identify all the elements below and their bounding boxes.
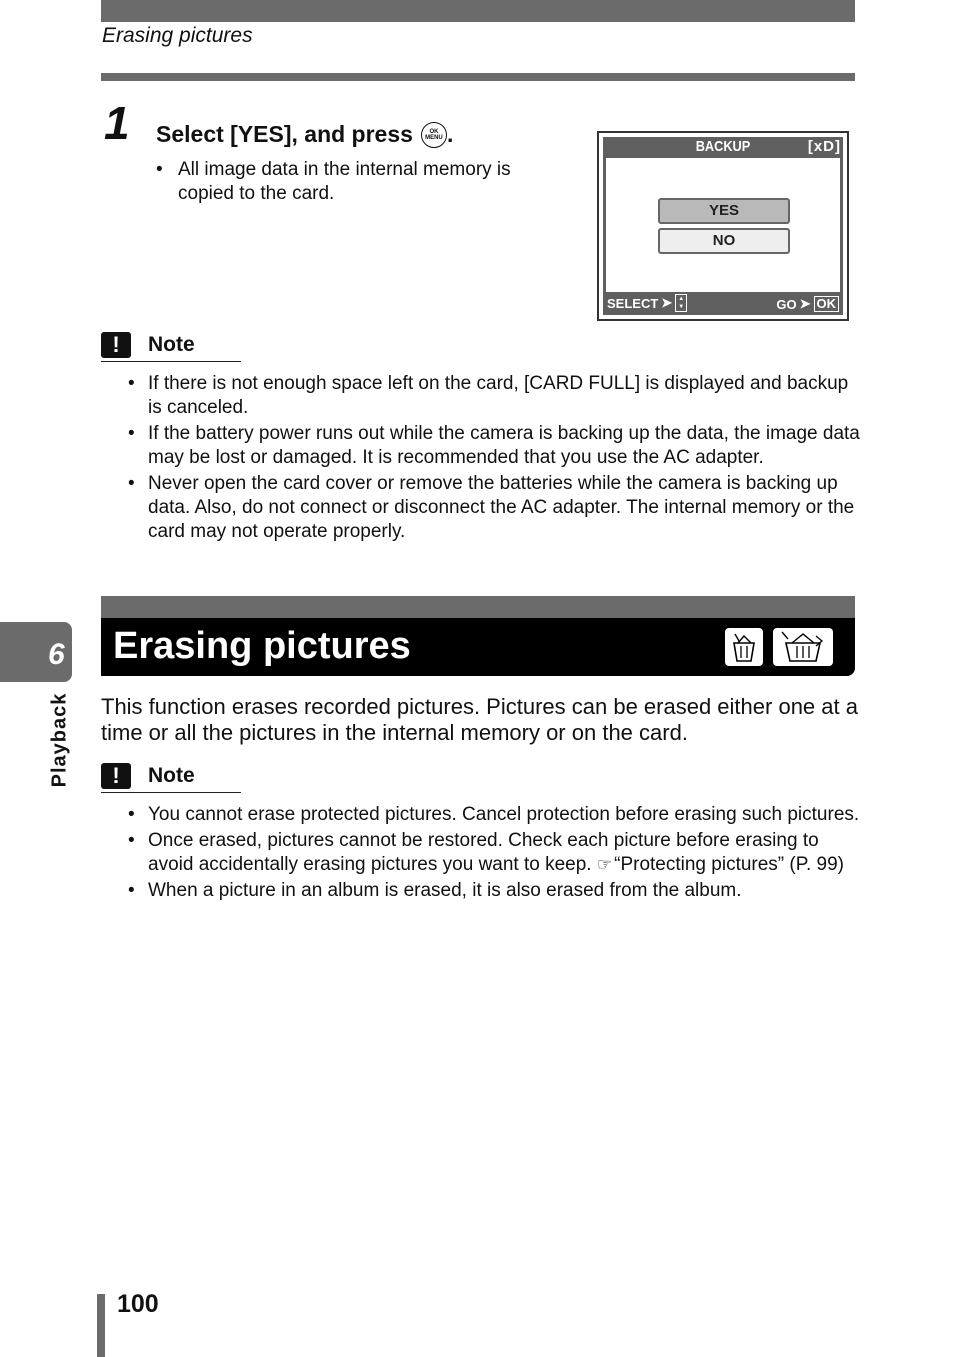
chapter-number: 6: [48, 638, 65, 671]
select-label: SELECT: [607, 295, 659, 311]
note-list: [101, 372, 861, 544]
up-down-arrow-icon: ▲ ▼: [675, 294, 687, 312]
chapter-label: Playback: [48, 692, 71, 788]
step-heading-end: .: [446, 121, 454, 147]
camera-screen-display: [603, 137, 843, 315]
step-heading-text: Select [YES], and press: [156, 121, 413, 147]
note-heading: [101, 763, 241, 793]
note-block-2: [101, 763, 861, 905]
xd-card-icon: [xD]: [807, 138, 841, 155]
list-item: • If the battery power runs out while the camera is backing up the data, the image data may be lost or damaged. It is recommended that you use the AC adapter.: [101, 422, 861, 470]
list-item: • Never open the card cover or remove the batteries while the camera is backing up data. Also, do not connect or disconnect the AC adapter. The internal memory or the card may not operate properly.: [101, 472, 861, 544]
step-heading: [156, 121, 453, 148]
section-intro: This function erases recorded pictures. Pictures can be erased either one at a time or all the pictures in the internal memory or on the card.: [101, 694, 858, 745]
erase-all-icon: [773, 628, 833, 666]
trash-all-icon: [776, 630, 830, 664]
header-top-bar: [101, 0, 855, 22]
note-label: Note: [148, 764, 195, 787]
note-list: [101, 803, 861, 903]
arrow-right-icon: ➤: [799, 296, 811, 311]
arrow-right-icon: ➤: [661, 295, 673, 310]
ok-menu-button-icon: [421, 122, 447, 148]
go-label: GO: [776, 296, 797, 312]
section-title: Erasing pictures: [113, 625, 411, 667]
page-number-bar: [97, 1294, 105, 1357]
list-item-text: Once erased, pictures cannot be restored. Check each picture before erasing to avoid accidentally erasing pictures you want to keep.: [148, 830, 819, 875]
running-header-title: Erasing pictures: [102, 24, 253, 47]
reference-hand-icon: ☞: [596, 855, 613, 874]
trash-icon: [729, 631, 759, 663]
list-item: • All image data in the internal memory is copied to the card.: [156, 158, 566, 206]
step-number: 1: [104, 97, 130, 149]
note-heading: [101, 332, 241, 362]
list-item: [101, 829, 861, 877]
screen-menu-area: [606, 158, 840, 292]
list-item: • If there is not enough space left on the card, [CARD FULL] is displayed and backup is canceled.: [101, 372, 861, 420]
ok-menu-icon-bottom: MENU: [425, 134, 443, 141]
exclamation-icon: !: [101, 763, 131, 789]
ok-button-icon: OK: [814, 296, 840, 312]
screen-title: BACKUP: [695, 138, 751, 155]
screen-footer-select: [607, 294, 687, 312]
list-item: • When a picture in an album is erased, it is also erased from the album.: [101, 879, 861, 903]
ok-menu-icon-top: OK: [429, 128, 439, 135]
page-number: 100: [117, 1290, 159, 1318]
menu-option-yes[interactable]: YES: [658, 198, 790, 224]
step-bullets: [156, 158, 566, 206]
screen-footer-go: [776, 296, 839, 312]
list-item: • You cannot erase protected pictures. Cancel protection before erasing such pictures.: [101, 803, 861, 827]
note-block-1: [101, 332, 861, 546]
section-top-bar: [101, 596, 855, 618]
exclamation-icon: !: [101, 332, 131, 358]
note-label: Note: [148, 333, 195, 356]
camera-screen: [597, 131, 849, 321]
cross-reference-link[interactable]: “Protecting pictures” (P. 99): [614, 854, 844, 875]
header-rule: [101, 73, 855, 81]
menu-option-no[interactable]: NO: [658, 228, 790, 254]
erase-single-icon: [725, 628, 763, 666]
